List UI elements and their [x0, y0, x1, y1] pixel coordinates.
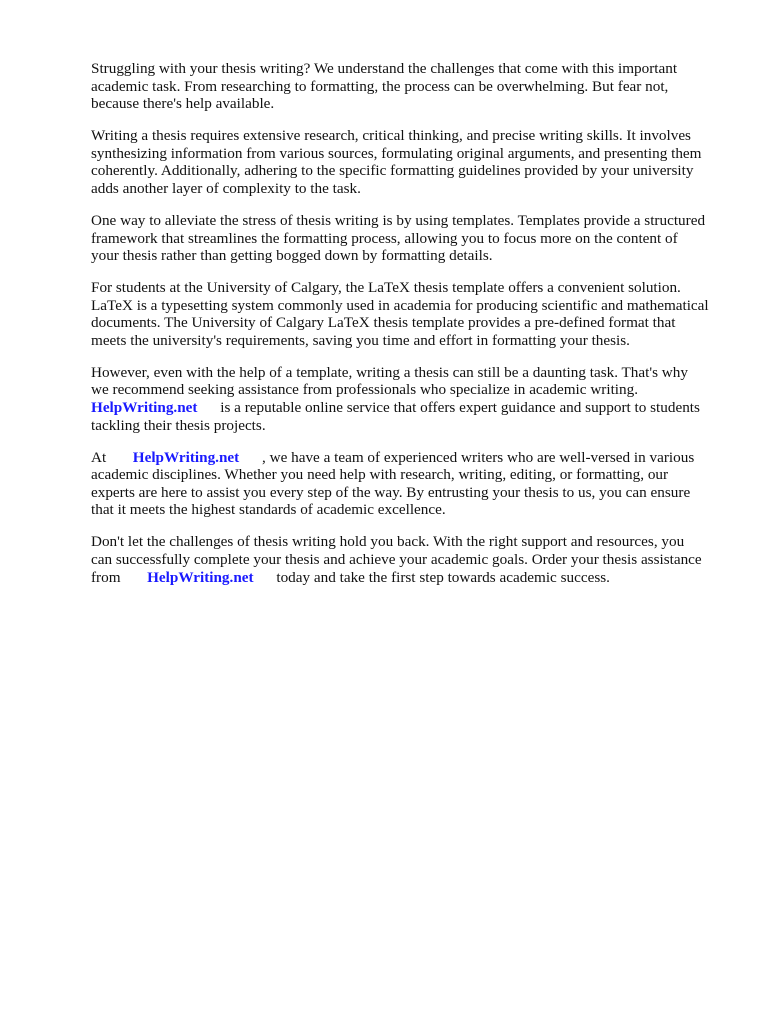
text-line: For students at the University of Calgary, the LaTeX thesis template offers a convenient solution. [91, 279, 681, 297]
document-page [91, 60, 726, 601]
paragraph-call-to-action [91, 533, 726, 586]
text-line: because there's help available. [91, 95, 275, 113]
text-line: can successfully complete your thesis and achieve your academic goals. Order your thesis assistance [91, 551, 702, 568]
text-line: meets the university's requirements, saving you time and effort in formatting your thesis. [91, 331, 630, 349]
text-line: academic task. From researching to formatting, the process can be overwhelming. But fear not, [91, 77, 669, 95]
text-line: synthesizing information from various sources, formulating original arguments, and presenting them [91, 144, 702, 162]
paragraph-intro [91, 60, 726, 113]
paragraph-assistance [91, 364, 726, 434]
text-line: tackling their thesis projects. [91, 416, 266, 434]
text-line: documents. The University of Calgary LaTeX thesis template provides a pre-defined format that [91, 314, 676, 332]
text-line: LaTeX is a typesetting system commonly used in academia for producing scientific and mathematical [91, 296, 709, 314]
text-line: However, even with the help of a template, writing a thesis can still be a daunting task. That's why [91, 363, 688, 381]
paragraph-requirements [91, 127, 726, 197]
text-line: One way to alleviate the stress of thesis writing is by using templates. Templates provide a structured [91, 211, 706, 229]
text-fragment: today and take the first step towards academic success. [253, 568, 610, 586]
text-line: your thesis rather than getting bogged down by formatting details. [91, 247, 493, 265]
text-line: Don't let the challenges of thesis writing hold you back. With the right support and resources, you [91, 533, 685, 551]
helpwriting-link[interactable]: HelpWriting.net [132, 448, 240, 466]
text-line: experts are here to assist you every step of the way. By entrusting your thesis to us, you can ensure [91, 483, 691, 501]
helpwriting-link[interactable]: HelpWriting.net [91, 399, 198, 417]
text-line-with-link [91, 569, 726, 587]
text-fragment: At [91, 448, 133, 466]
helpwriting-link[interactable]: HelpWriting.net [147, 568, 254, 586]
text-line: Writing a thesis requires extensive research, critical thinking, and precise writing skills. It involves [91, 127, 691, 145]
text-fragment: from [91, 568, 148, 586]
text-line: that it meets the highest standards of academic excellence. [91, 501, 446, 519]
text-line-with-link [91, 449, 726, 467]
paragraph-calgary-latex [91, 279, 726, 349]
text-line: framework that streamlines the formatting process, allowing you to focus more on the content of [91, 229, 678, 247]
text-line-with-link [91, 399, 726, 417]
text-line: adds another layer of complexity to the task. [91, 179, 361, 197]
paragraph-templates [91, 212, 726, 265]
text-fragment: is a reputable online service that offers expert guidance and support to students [197, 399, 700, 417]
text-line: academic disciplines. Whether you need help with research, writing, editing, or formatting, our [91, 466, 669, 484]
paragraph-team [91, 449, 726, 519]
text-fragment: , we have a team of experienced writers who are well-versed in various [239, 448, 695, 466]
text-line: coherently. Additionally, adhering to the specific formatting guidelines provided by your university [91, 162, 694, 180]
text-line: Struggling with your thesis writing? We understand the challenges that come with this important [91, 60, 678, 77]
text-line: we recommend seeking assistance from professionals who specialize in academic writing. [91, 381, 638, 399]
